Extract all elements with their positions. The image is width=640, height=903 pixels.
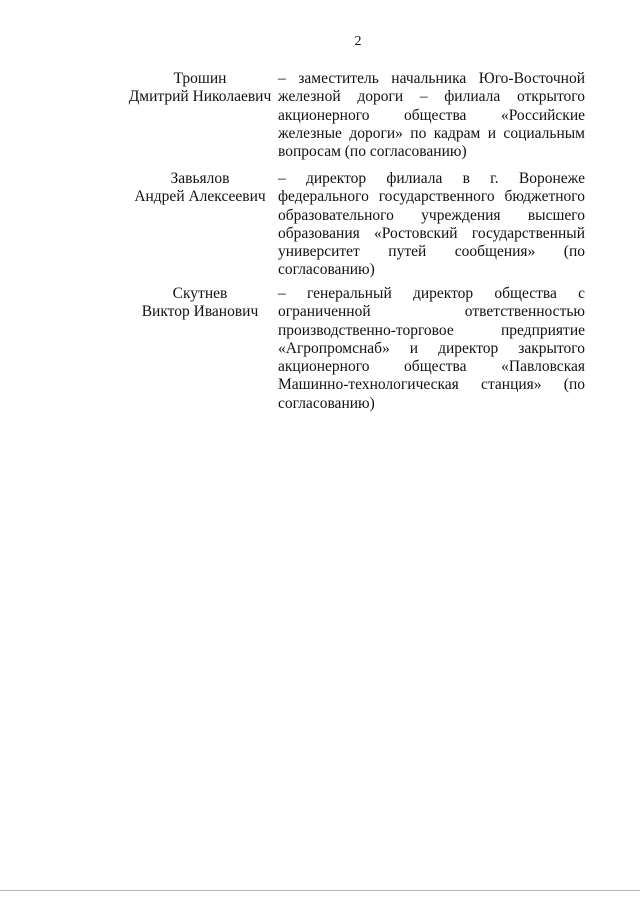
member-name <box>110 285 290 322</box>
member-name <box>110 170 290 207</box>
position-line: Машинно-технологическая станция» (по <box>278 376 585 394</box>
page-bottom-rule <box>0 890 640 891</box>
position-line: образовательного учреждения высшего <box>278 206 585 224</box>
member-position <box>278 285 585 413</box>
position-line: акционерного общества «Павловская <box>278 358 585 376</box>
member-surname: Завьялов <box>170 170 230 187</box>
position-line: университет путей сообщения» (по <box>278 243 585 261</box>
position-line: – директор филиала в г. Воронеже <box>278 170 585 187</box>
position-line: производственно-торговое предприятие <box>278 321 585 339</box>
position-line: ограниченной ответственностью <box>278 303 585 321</box>
position-line: «Агропромснаб» и директор закрытого <box>278 339 585 357</box>
position-line: образования «Ростовский государственный <box>278 224 585 242</box>
position-line: железные дороги» по кадрам и социальным <box>278 124 585 142</box>
position-line: вопросам (по согласованию) <box>278 143 467 161</box>
member-surname: Скутнев <box>172 285 228 302</box>
position-line: акционерного общества «Российские <box>278 106 585 124</box>
member-given-names: Виктор Иванович <box>141 303 259 321</box>
member-surname: Трошин <box>173 70 227 87</box>
position-line: согласованию) <box>278 394 375 412</box>
member-given-names: Андрей Алексеевич <box>134 188 266 206</box>
page-number: 2 <box>354 34 362 49</box>
member-name <box>110 70 290 107</box>
position-line: согласованию) <box>278 261 375 279</box>
position-line: железной дороги – филиала открытого <box>278 88 585 106</box>
position-line: – генеральный директор общества с <box>278 285 585 302</box>
position-line: федерального государственного бюджетного <box>278 188 585 206</box>
member-position <box>278 70 585 161</box>
position-line: – заместитель начальника Юго-Восточной <box>278 70 585 87</box>
member-position <box>278 170 585 280</box>
member-given-names: Дмитрий Николаевич <box>128 88 272 106</box>
